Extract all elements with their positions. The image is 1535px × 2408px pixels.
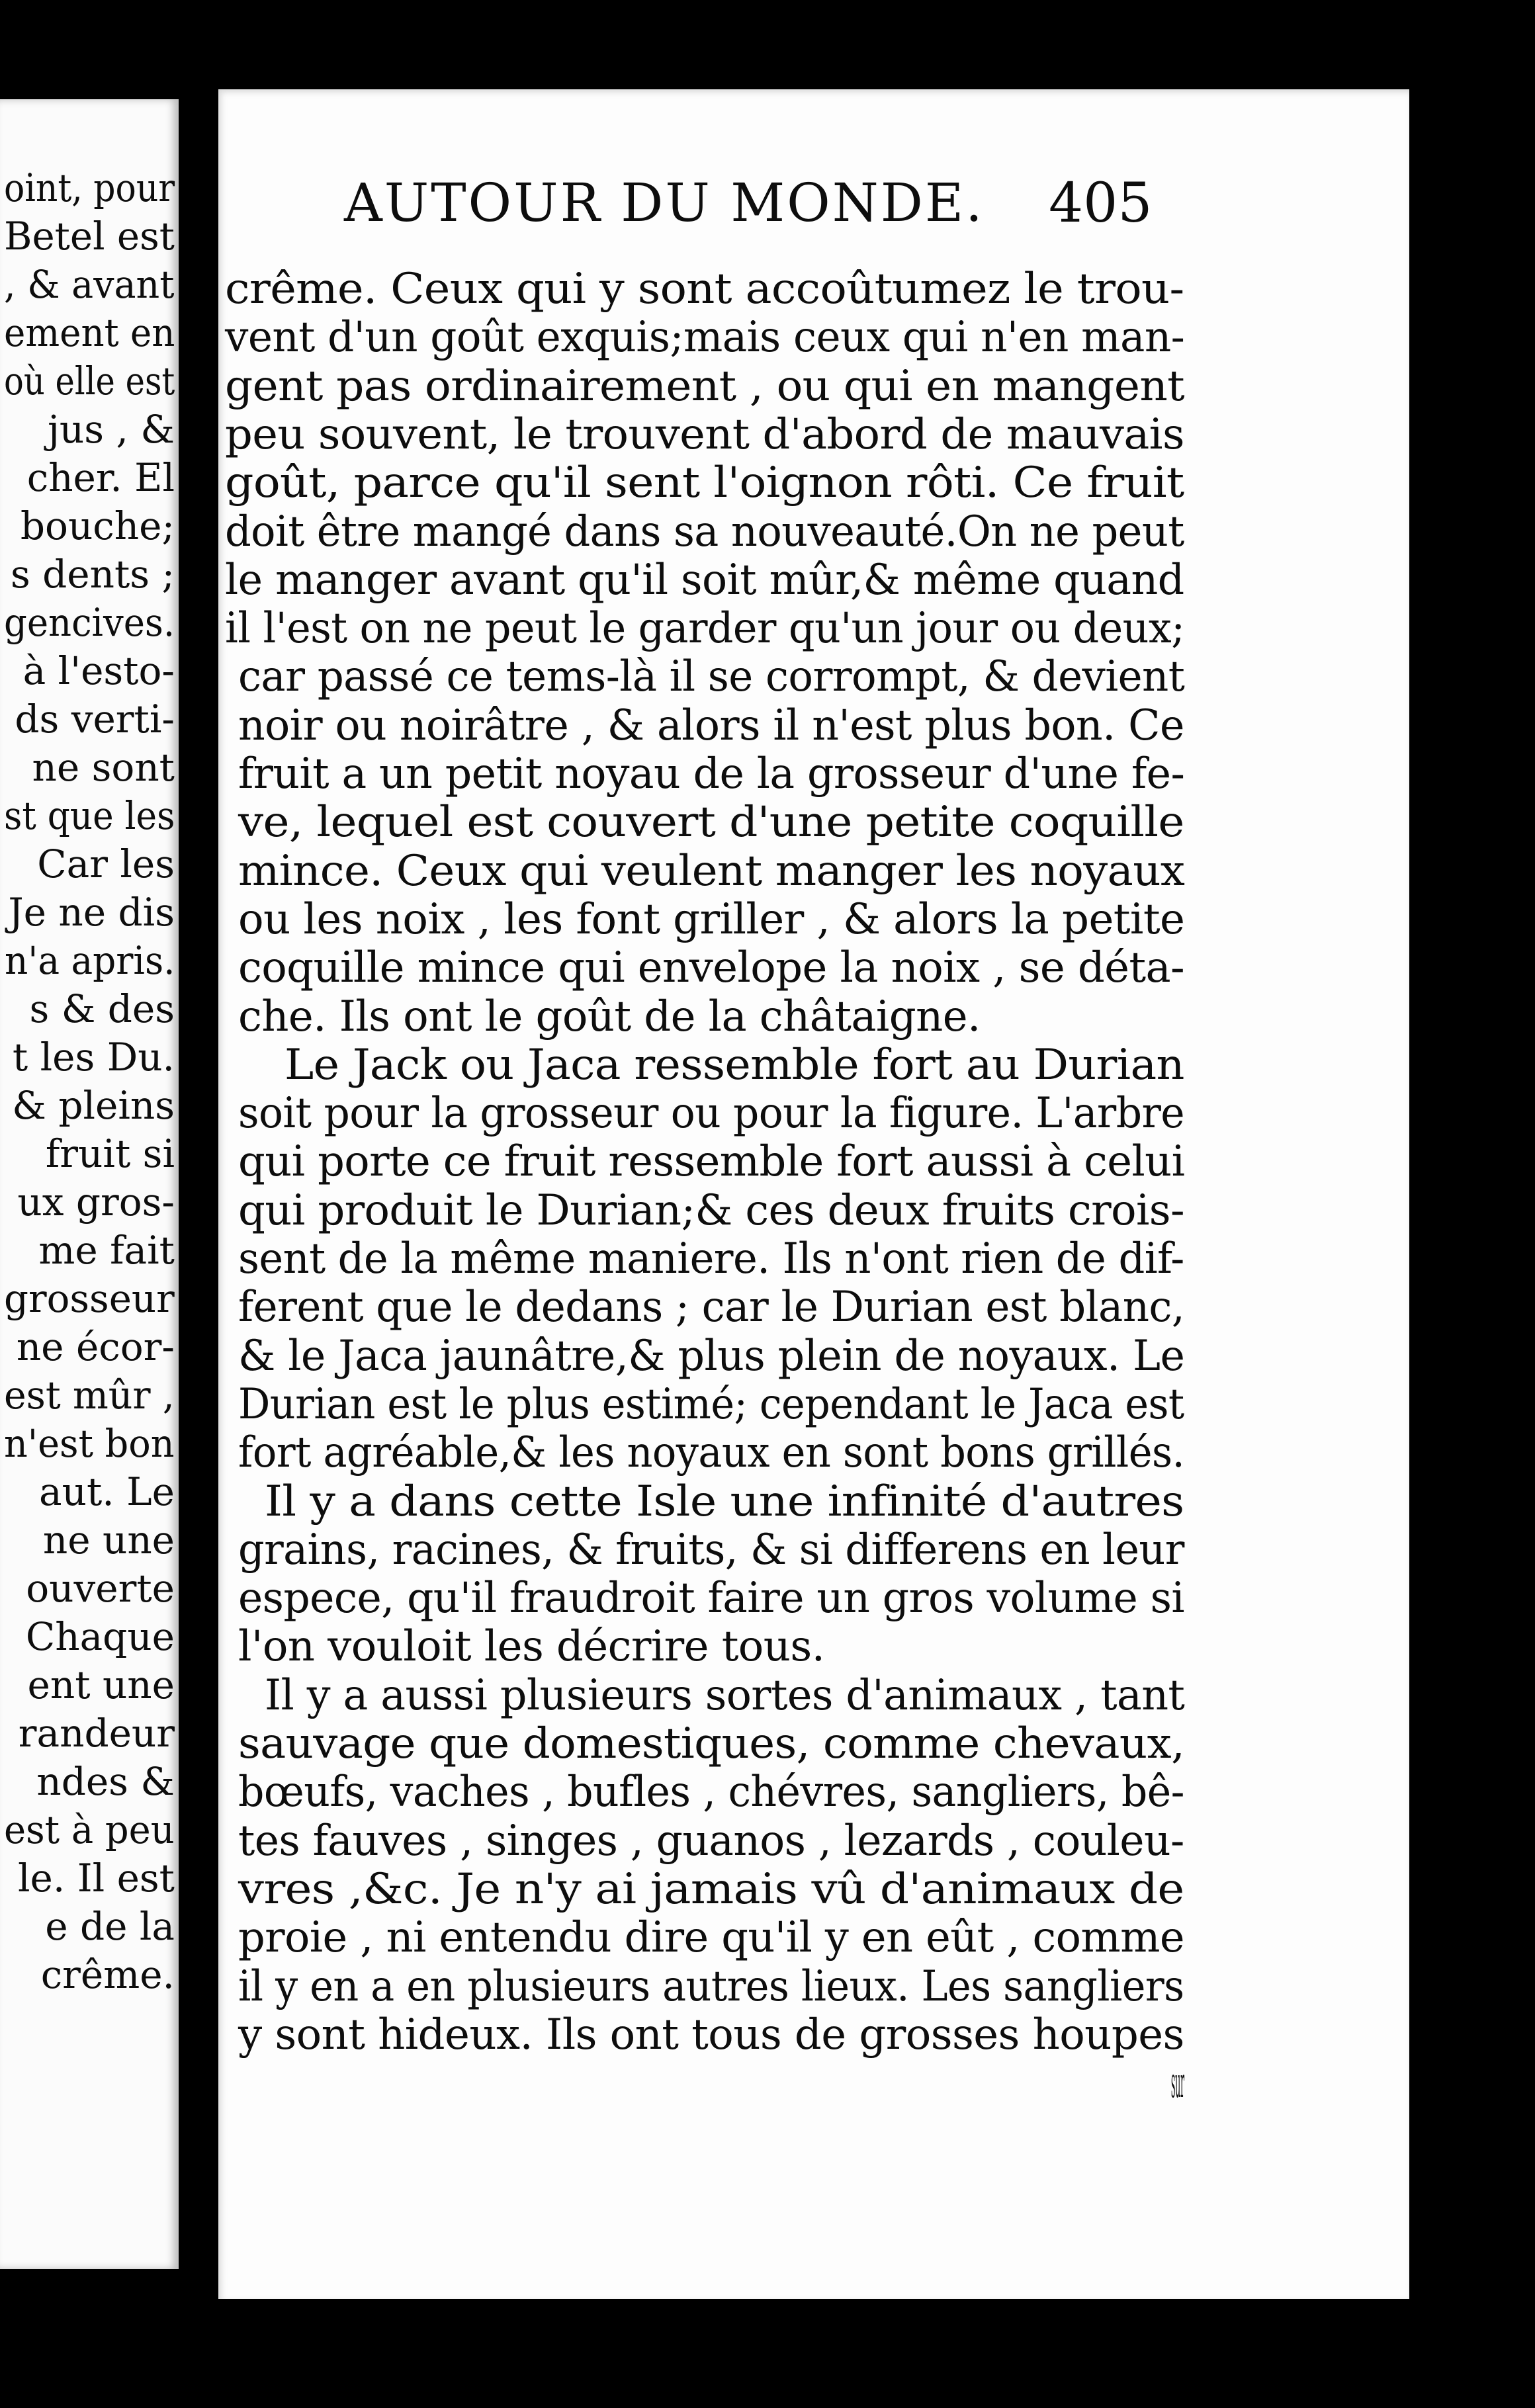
text-line: qui porte ce fruit ressemble fort aussi à celui [238, 1137, 1185, 1187]
text-line: Il y a aussi plusieurs sortes d'animaux , tant [265, 1670, 1185, 1720]
left-page-line: est à peu [4, 1807, 175, 1852]
left-page-line: ds verti- [15, 697, 175, 742]
left-page-line: s dents ; [10, 552, 175, 597]
left-page-line: ux gros- [17, 1180, 175, 1225]
text-line: & le Jaca jaunâtre,& plus plein de noyaux. Le [238, 1331, 1185, 1381]
left-page-line: le. Il est [17, 1856, 175, 1901]
left-page-line: randeur [18, 1711, 175, 1756]
left-page-line: Car les [37, 841, 175, 886]
text-line: che. Ils ont le goût de la châtaigne. [238, 992, 981, 1041]
left-page-line: Betel est [4, 214, 175, 259]
left-page-line: est mûr , [4, 1373, 175, 1418]
text-line: sent de la même maniere. Ils n'ont rien de dif- [238, 1234, 1184, 1283]
right-page [218, 89, 1409, 2299]
left-page-fragment [0, 99, 179, 2269]
left-page-line: n'est bon [4, 1421, 175, 1466]
text-line: coquille mince qui envelope la noix , se déta- [238, 943, 1185, 993]
text-line: car passé ce tems-là il se corrompt, & devient [238, 652, 1185, 702]
text-line: fort agréable,& les noyaux en sont bons grillés. [238, 1428, 1185, 1478]
running-title: AUTOUR DU MONDE. [344, 172, 985, 234]
text-line: le manger avant qu'il soit mûr,& même quand [225, 555, 1184, 605]
left-page-line: , & avant [4, 262, 175, 307]
text-line: peu souvent, le trouvent d'abord de mauvais [225, 409, 1184, 459]
text-line: l'on vouloit les décrire tous. [238, 1622, 825, 1672]
text-line: crême. Ceux qui y sont accoûtumez le trou- [225, 265, 1184, 314]
left-page-line: bouche; [20, 503, 175, 548]
left-page-line: où elle est [3, 359, 175, 404]
left-page-line: Chaque [25, 1614, 175, 1659]
left-page-line: ndes & [36, 1759, 175, 1804]
left-page-line: st que les [3, 793, 175, 838]
text-line: gent pas ordinairement , ou qui en mangent [225, 361, 1185, 411]
text-line: sur [1171, 2059, 1184, 2108]
left-page-line: e de la [45, 1904, 175, 1949]
text-line: proie , ni entendu dire qu'il y en eût , comme [238, 1913, 1185, 1963]
text-line: doit être mangé dans sa nouveauté.On ne peut [225, 507, 1184, 556]
left-page-line: fruit si [45, 1131, 175, 1176]
text-line: ve, lequel est couvert d'une petite coquille [238, 798, 1184, 847]
text-line: Le Jack ou Jaca ressemble fort au Durian [285, 1040, 1184, 1090]
text-line: grains, racines, & fruits, & si differens en leur [238, 1525, 1184, 1574]
text-line: soit pour la grosseur ou pour la figure. L'arbre [238, 1089, 1184, 1139]
left-page-line: n'a apris. [4, 938, 175, 983]
text-line: mince. Ceux qui veulent manger les noyaux [238, 846, 1185, 896]
text-line: y sont hideux. Ils ont tous de grosses houpes [238, 2010, 1184, 2059]
left-page-line: ement en [3, 310, 175, 355]
page-number: 405 [1049, 172, 1153, 235]
left-page-line: à l'esto- [22, 648, 175, 693]
text-line: ou les noix , les font griller , & alors la petite [238, 894, 1185, 944]
left-page-line: ne sont [32, 745, 175, 790]
text-line: vent d'un goût exquis;mais ceux qui n'en man- [225, 313, 1185, 363]
text-line: il y en a en plusieurs autres lieux. Les sangliers [238, 1961, 1184, 2011]
left-page-line: me fait [38, 1228, 175, 1273]
text-line: ferent que le dedans ; car le Durian est blanc, [238, 1283, 1185, 1332]
text-line: Durian est le plus estimé; cependant le Jaca est [238, 1379, 1184, 1429]
text-line: sauvage que domestiques, comme chevaux, [238, 1719, 1185, 1768]
text-line: tes fauves , singes , guanos , lezards , couleu- [238, 1816, 1184, 1866]
left-page-line: cher. El [26, 455, 175, 500]
left-page-line: Je ne dis [8, 890, 175, 935]
left-page-line: jus , & [47, 407, 175, 452]
left-page-line: t les Du. [12, 1035, 175, 1080]
text-line: espece, qu'il fraudroit faire un gros volume si [238, 1574, 1184, 1623]
left-page-line: ouverte [26, 1566, 175, 1611]
text-line: Il y a dans cette Isle une infinité d'autres [265, 1477, 1184, 1526]
left-page-line: ne une [42, 1518, 175, 1563]
left-page-line: s & des [29, 986, 175, 1031]
text-line: noir ou noirâtre , & alors il n'est plus bon. Ce [238, 701, 1184, 750]
text-line: il l'est on ne peut le garder qu'un jour ou deux; [225, 604, 1185, 654]
left-page-line: grosseur [4, 1276, 175, 1321]
left-page-line: ne écor- [16, 1324, 175, 1369]
left-page-line: aut. Le [39, 1469, 175, 1514]
text-line: fruit a un petit noyau de la grosseur d'une fe- [238, 750, 1185, 798]
text-line: vres ,&c. Je n'y ai jamais vû d'animaux de [238, 1864, 1184, 1914]
left-page-line: gencives. [3, 600, 175, 645]
left-page-line: ent une [27, 1662, 175, 1707]
left-page-line: & pleins [12, 1083, 175, 1128]
book-gutter [179, 0, 218, 2408]
left-page-line: crême. [40, 1952, 175, 1997]
left-page-line: oint, pour [3, 165, 175, 210]
text-line: goût, parce qu'il sent l'oignon rôti. Ce fruit [225, 458, 1184, 508]
text-line: qui produit le Durian;& ces deux fruits crois- [238, 1185, 1184, 1235]
text-line: bœufs, vaches , bufles , chévres, sangliers, bê- [238, 1768, 1184, 1817]
